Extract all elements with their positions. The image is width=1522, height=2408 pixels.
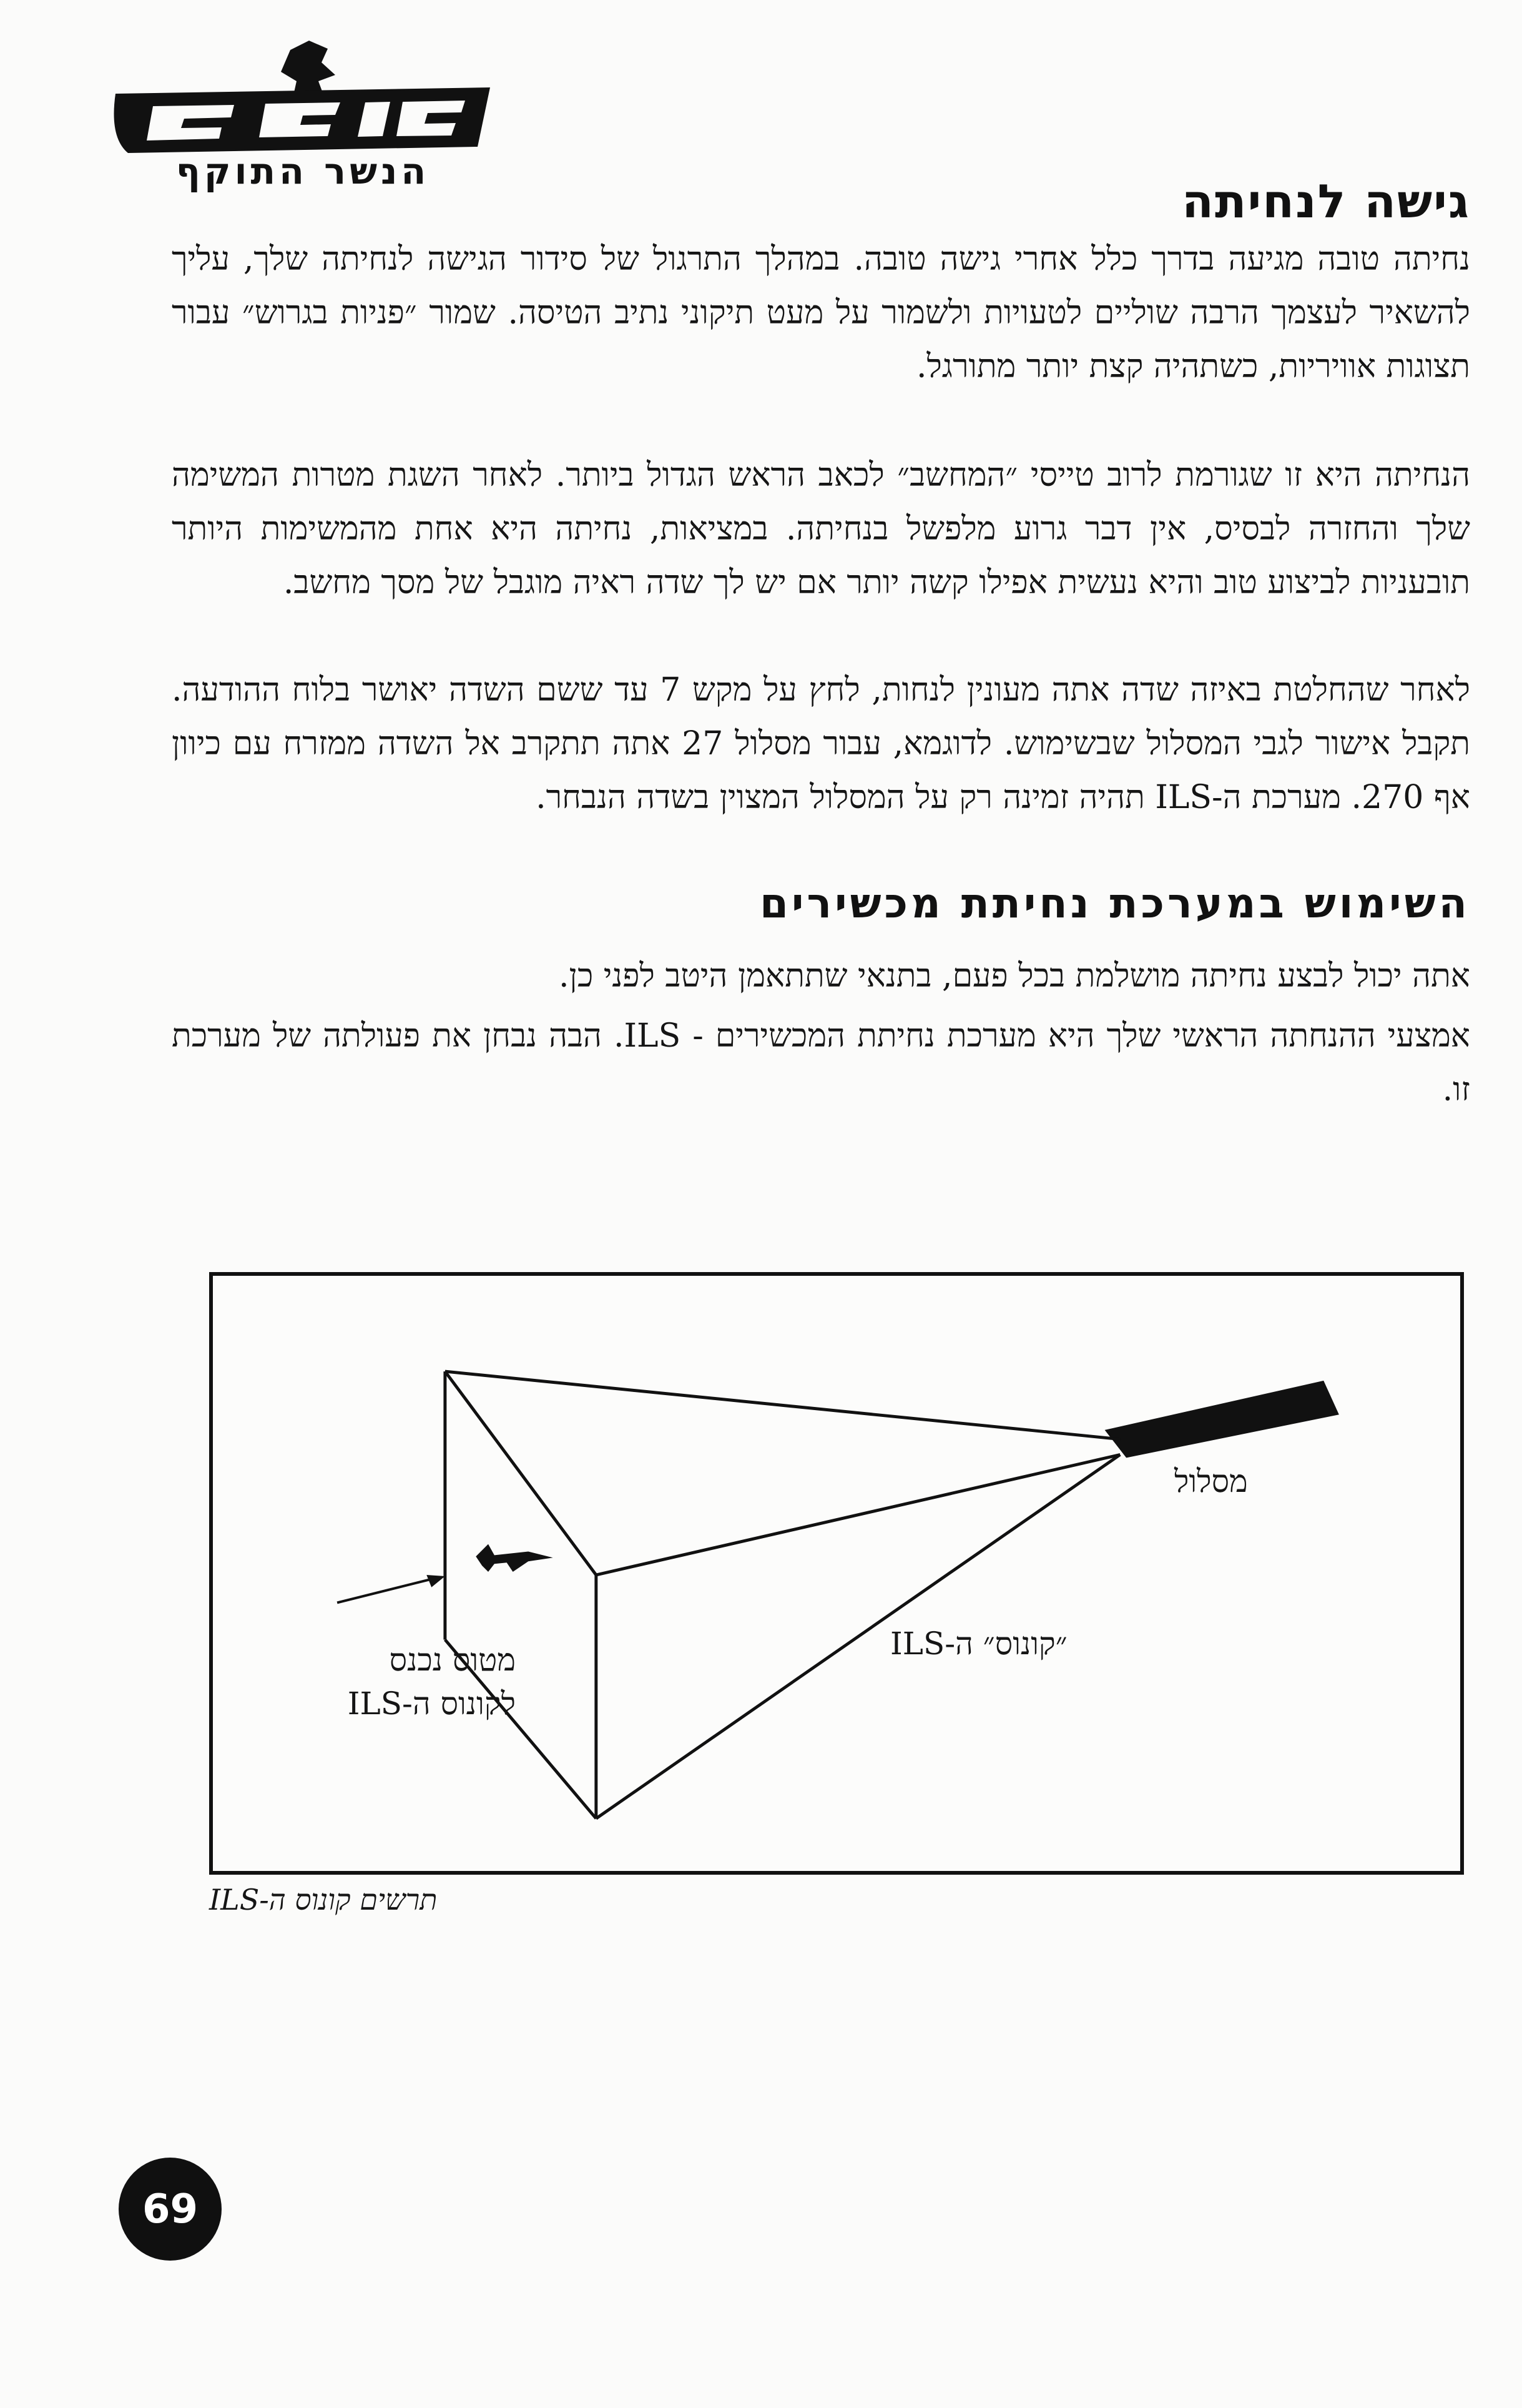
figure-caption: תרשים קונוס ה-ILS bbox=[209, 1883, 438, 1917]
runway-strip-icon bbox=[1105, 1381, 1339, 1458]
paragraph-5: אמצעי ההנחתה הראשי שלך היא מערכת נחיתת המכשירים - ILS. הבה נבחן את פעולתה של מערכת זו. bbox=[172, 1017, 1470, 1108]
paragraph-2: הנחיתה היא זו שגורמת לרוב טייסי ״המחשב״ לכאב הראש הגדול ביותר. לאחר השגת מטרות המשימה שלך והחזרה לבסיס, אין דבר גרוע מלפשל בנחיתה. במציאות, נחיתה היא אחת מהמשימות היותר תובעניות לביצוע טוב והיא נעשית אפילו קשה יותר אם יש לך שדה ראיה מוגבל של מסך מחשב. bbox=[172, 456, 1470, 601]
aircraft-label bbox=[272, 1638, 516, 1725]
runway-label: מסלול bbox=[1174, 1463, 1248, 1499]
entry-arrow bbox=[337, 1578, 436, 1603]
logo-subtitle: הנשר התוקף bbox=[175, 150, 430, 192]
page-number-badge: 69 bbox=[119, 2158, 222, 2261]
cone-label: ״קונוס״ ה-ILS bbox=[890, 1626, 1068, 1662]
f16-logo bbox=[103, 37, 503, 194]
paragraph-3: לאחר שהחלטת באיזה שדה אתה מעונין לנחות, לחץ על מקש 7 עד ששם השדה יאושר בלוח ההודעה. תקבל אישור לגבי המסלול שבשימוש. לדוגמא, עבור מסלול 27 אתה תתקרב אל השדה ממזרח עם כיוון אף 270. מערכת ה-ILS תהיה זמינה רק על המסלול המצוין בשדה הנבחר. bbox=[172, 671, 1471, 816]
aircraft-label-line1: מטוס נכנס bbox=[389, 1642, 516, 1678]
jet-aircraft-icon bbox=[476, 1544, 552, 1572]
paragraph-4: אתה יכול לבצע נחיתה מושלמת בכל פעם, בתנאי שתתאמן היטב לפני כן. bbox=[559, 957, 1470, 995]
section-heading-ils: השימוש במערכת נחיתת מכשירים bbox=[760, 879, 1470, 927]
paragraph-1: נחיתה טובה מגיעה בדרך כלל אחרי גישה טובה. במהלך התרגול של סידור הגישה לנחיתה שלך, עליך להשאיר לעצמך הרבה שוליים לטעויות ולשמור על מעט תיקוני נתיב הטיסה. שמור ״פניות בגרוש״ עבור תצוגות אוויריות, כשתהיה קצת יותר מתורגל. bbox=[172, 240, 1470, 385]
ils-cone-diagram bbox=[213, 1276, 1460, 1871]
section-heading-approach: גישה לנחיתה bbox=[1182, 175, 1470, 229]
aircraft-label-line2: לקונוס ה-ILS bbox=[347, 1685, 516, 1722]
ils-cone-figure bbox=[209, 1272, 1464, 1875]
